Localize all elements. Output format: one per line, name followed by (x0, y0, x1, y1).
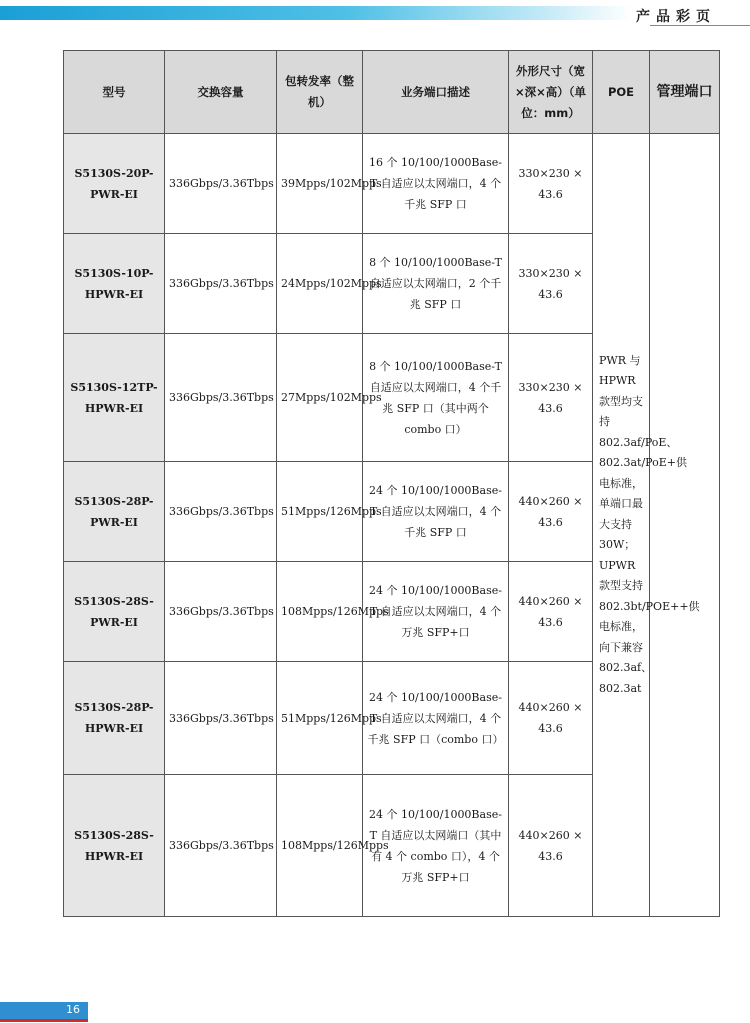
cell-ports: 8 个 10/100/1000Base-T 自适应以太网端口，4 个千兆 SFP 口（其中两个 combo 口） (363, 334, 509, 462)
cell-model: S5130S-10P-HPWR-EI (64, 234, 165, 334)
header-poe: POE (593, 51, 650, 134)
cell-capacity: 336Gbps/3.36Tbps (165, 562, 277, 662)
cell-ports: 16 个 10/100/1000Base-T 自适应以太网端口，4 个千兆 SFP 口 (363, 134, 509, 234)
cell-capacity: 336Gbps/3.36Tbps (165, 775, 277, 917)
cell-capacity: 336Gbps/3.36Tbps (165, 662, 277, 775)
cell-size: 330×230 × 43.6 (509, 234, 593, 334)
cell-ports: 24 个 10/100/1000Base-T 自适应以太网端口，4 个万兆 SFP+口 (363, 562, 509, 662)
page-number: 16 (66, 1003, 80, 1016)
table-row (64, 134, 720, 234)
cell-forwarding: 27Mpps/102Mpps (277, 334, 363, 462)
header-ports: 业务端口描述 (363, 51, 509, 134)
cell-forwarding: 108Mpps/126Mpps (277, 775, 363, 917)
cell-ports: 24 个 10/100/1000Base-T 自适应以太网端口（其中有 4 个 combo 口），4 个万兆 SFP+口 (363, 775, 509, 917)
cell-size: 440×260 × 43.6 (509, 662, 593, 775)
cell-model: S5130S-28S-HPWR-EI (64, 775, 165, 917)
cell-ports: 24 个 10/100/1000Base-T 自适应以太网端口，4 个千兆 SFP 口（combo 口） (363, 662, 509, 775)
cell-forwarding: 39Mpps/102Mpps (277, 134, 363, 234)
cell-model: S5130S-20P-PWR-EI (64, 134, 165, 234)
cell-model: S5130S-28P-PWR-EI (64, 462, 165, 562)
cell-capacity: 336Gbps/3.36Tbps (165, 134, 277, 234)
cell-forwarding: 24Mpps/102Mpps (277, 234, 363, 334)
cell-size: 330×230 × 43.6 (509, 334, 593, 462)
cell-model: S5130S-28P-HPWR-EI (64, 662, 165, 775)
page-number-underline (0, 1019, 88, 1022)
header-size: 外形尺寸（宽×深×高）（单位：mm） (509, 51, 593, 134)
cell-size: 440×260 × 43.6 (509, 775, 593, 917)
header-mgmt: 管理端口 (650, 51, 720, 134)
cell-forwarding: 51Mpps/126Mpps (277, 662, 363, 775)
page-header-title: 产品彩页 (636, 9, 716, 25)
cell-ports: 8 个 10/100/1000Base-T 自适应以太网端口，2 个千兆 SFP 口 (363, 234, 509, 334)
cell-model: S5130S-12TP-HPWR-EI (64, 334, 165, 462)
table-header-row (64, 51, 720, 134)
cell-poe: PWR 与 HPWR 款型均支持 802.3af/PoE、802.3at/PoE+供电标准，单端口最大支持 30W；UPWR 款型支持 802.3bt/POE++供电标准，向下兼容 802.3af、802.3at (593, 134, 650, 917)
cell-forwarding: 51Mpps/126Mpps (277, 462, 363, 562)
header-model: 型号 (64, 51, 165, 134)
header-accent-bar (0, 6, 632, 20)
cell-capacity: 336Gbps/3.36Tbps (165, 334, 277, 462)
cell-capacity: 336Gbps/3.36Tbps (165, 234, 277, 334)
cell-size: 440×260 × 43.6 (509, 462, 593, 562)
cell-capacity: 336Gbps/3.36Tbps (165, 462, 277, 562)
header-capacity: 交换容量 (165, 51, 277, 134)
cell-size: 440×260 × 43.6 (509, 562, 593, 662)
spec-table (63, 50, 720, 917)
header-divider (650, 25, 750, 26)
header-forwarding: 包转发率（整机） (277, 51, 363, 134)
cell-model: S5130S-28S-PWR-EI (64, 562, 165, 662)
cell-forwarding: 108Mpps/126Mpps (277, 562, 363, 662)
cell-mgmt (650, 134, 720, 917)
cell-size: 330×230 × 43.6 (509, 134, 593, 234)
cell-ports: 24 个 10/100/1000Base-T 自适应以太网端口，4 个千兆 SFP 口 (363, 462, 509, 562)
